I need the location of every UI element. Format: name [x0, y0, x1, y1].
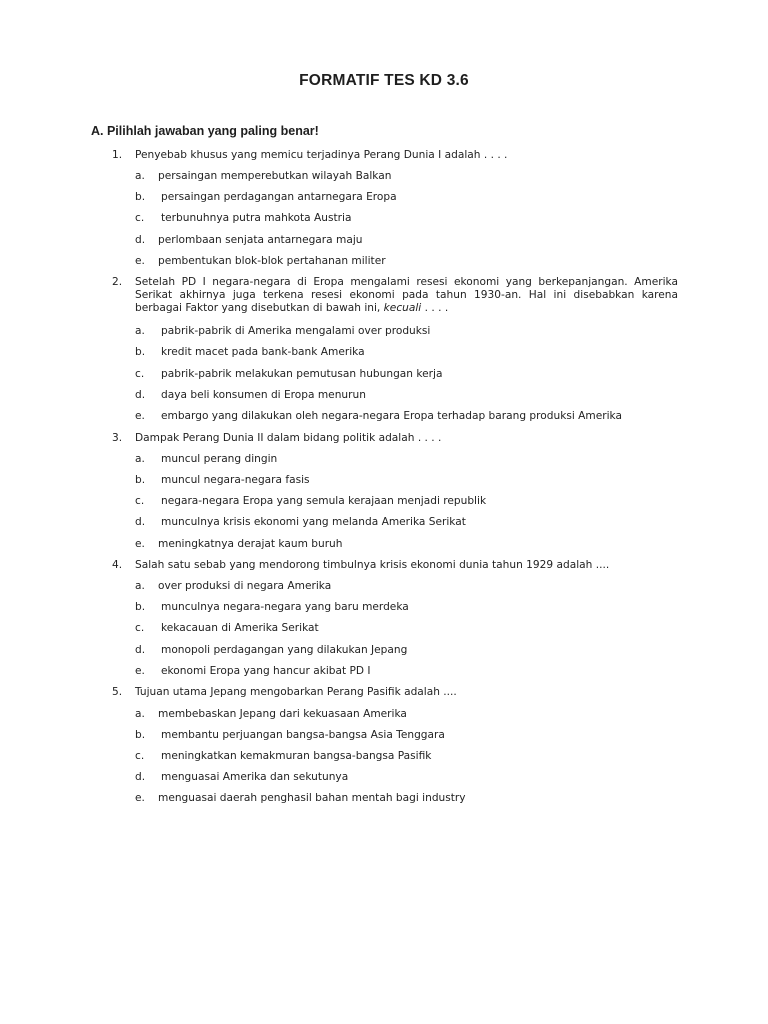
question-5-option-e-letter: e.	[135, 792, 145, 804]
question-4-option-e-letter: e.	[135, 665, 145, 677]
question-1-number: 1.	[112, 149, 123, 161]
question-5-option-d-text: menguasai Amerika dan sekutunya	[161, 771, 349, 783]
question-4-option-c-text: kekacauan di Amerika Serikat	[161, 622, 319, 634]
question-1-option-c-text: terbunuhnya putra mahkota Austria	[161, 212, 352, 224]
question-4-option-b-letter: b.	[135, 601, 146, 613]
question-4-text: Salah satu sebab yang mendorong timbulnya krisis ekonomi dunia tahun 1929 adalah ....	[135, 559, 610, 571]
question-5-option-a-text: membebaskan Jepang dari kekuasaan Amerika	[158, 708, 407, 720]
question-3-option-a-letter: a.	[135, 453, 145, 465]
question-4-number: 4.	[112, 559, 123, 571]
question-5-option-b-letter: b.	[135, 729, 146, 741]
question-3-option-b-letter: b.	[135, 474, 146, 486]
question-1-option-d-letter: d.	[135, 234, 146, 246]
question-2-text-emphasis: kecuali	[383, 302, 422, 314]
question-5-text: Tujuan utama Jepang mengobarkan Perang Pasifik adalah ....	[135, 686, 457, 698]
question-4-option-e-text: ekonomi Eropa yang hancur akibat PD I	[161, 665, 371, 677]
question-2-option-c-letter: c.	[135, 368, 145, 380]
question-3-option-e-letter: e.	[135, 538, 145, 550]
question-2-option-b-text: kredit macet pada bank-bank Amerika	[161, 346, 365, 358]
question-1-option-e-letter: e.	[135, 255, 145, 267]
question-3-number: 3.	[112, 432, 123, 444]
question-5-option-d-letter: d.	[135, 771, 146, 783]
question-3-option-b-text: muncul negara-negara fasis	[161, 474, 310, 486]
question-5-option-c-text: meningkatkan kemakmuran bangsa-bangsa Pasifik	[161, 750, 432, 762]
question-2-option-d-letter: d.	[135, 389, 146, 401]
document-title: FORMATIF TES KD 3.6	[299, 72, 469, 89]
question-1-option-a-letter: a.	[135, 170, 145, 182]
question-1-text: Penyebab khusus yang memicu terjadinya Perang Dunia I adalah . . . .	[135, 149, 508, 161]
question-1-option-a-text: persaingan memperebutkan wilayah Balkan	[158, 170, 392, 182]
question-3-option-d-letter: d.	[135, 516, 146, 528]
question-2-option-e-letter: e.	[135, 410, 145, 422]
question-1-option-b-text: persaingan perdagangan antarnegara Eropa	[161, 191, 397, 203]
question-2-text	[135, 276, 678, 315]
question-5-option-c-letter: c.	[135, 750, 145, 762]
question-4-option-d-letter: d.	[135, 644, 146, 656]
question-2-text-main: Setelah PD I negara-negara di Eropa mengalami resesi ekonomi yang berkepanjangan. Amerika Serikat akhirnya juga terkena resesi ekonomi pada tahun 1930-an. Hal ini disebabkan karena berbagai Faktor yang disebutkan di bawah ini,	[135, 276, 678, 314]
section-heading: A. Pilihlah jawaban yang paling benar!	[91, 124, 319, 138]
question-2-text-suffix: . . . .	[421, 302, 449, 314]
question-5-option-a-letter: a.	[135, 708, 145, 720]
question-3-option-d-text: munculnya krisis ekonomi yang melanda Amerika Serikat	[161, 516, 466, 528]
question-4-option-b-text: munculnya negara-negara yang baru merdeka	[161, 601, 409, 613]
question-2-option-e-text: embargo yang dilakukan oleh negara-negara Eropa terhadap barang produksi Amerika	[161, 410, 622, 422]
question-4-option-c-letter: c.	[135, 622, 145, 634]
question-1-option-c-letter: c.	[135, 212, 145, 224]
question-1-option-b-letter: b.	[135, 191, 146, 203]
question-3-option-e-text: meningkatnya derajat kaum buruh	[158, 538, 343, 550]
question-1-option-d-text: perlombaan senjata antarnegara maju	[158, 234, 363, 246]
question-4-option-d-text: monopoli perdagangan yang dilakukan Jepang	[161, 644, 408, 656]
question-3-text: Dampak Perang Dunia II dalam bidang politik adalah . . . .	[135, 432, 442, 444]
question-5-number: 5.	[112, 686, 123, 698]
question-2-option-a-letter: a.	[135, 325, 145, 337]
question-5-option-b-text: membantu perjuangan bangsa-bangsa Asia Tenggara	[161, 729, 445, 741]
question-2-option-a-text: pabrik-pabrik di Amerika mengalami over produksi	[161, 325, 431, 337]
question-2-option-c-text: pabrik-pabrik melakukan pemutusan hubungan kerja	[161, 368, 443, 380]
question-2-option-b-letter: b.	[135, 346, 146, 358]
question-2-number: 2.	[112, 276, 123, 288]
question-4-option-a-text: over produksi di negara Amerika	[158, 580, 332, 592]
question-3-option-c-text: negara-negara Eropa yang semula kerajaan menjadi republik	[161, 495, 487, 507]
question-3-option-a-text: muncul perang dingin	[161, 453, 278, 465]
question-5-option-e-text: menguasai daerah penghasil bahan mentah bagi industry	[158, 792, 466, 804]
question-1-option-e-text: pembentukan blok-blok pertahanan militer	[158, 255, 386, 267]
question-2-option-d-text: daya beli konsumen di Eropa menurun	[161, 389, 366, 401]
question-3-option-c-letter: c.	[135, 495, 145, 507]
question-4-option-a-letter: a.	[135, 580, 145, 592]
